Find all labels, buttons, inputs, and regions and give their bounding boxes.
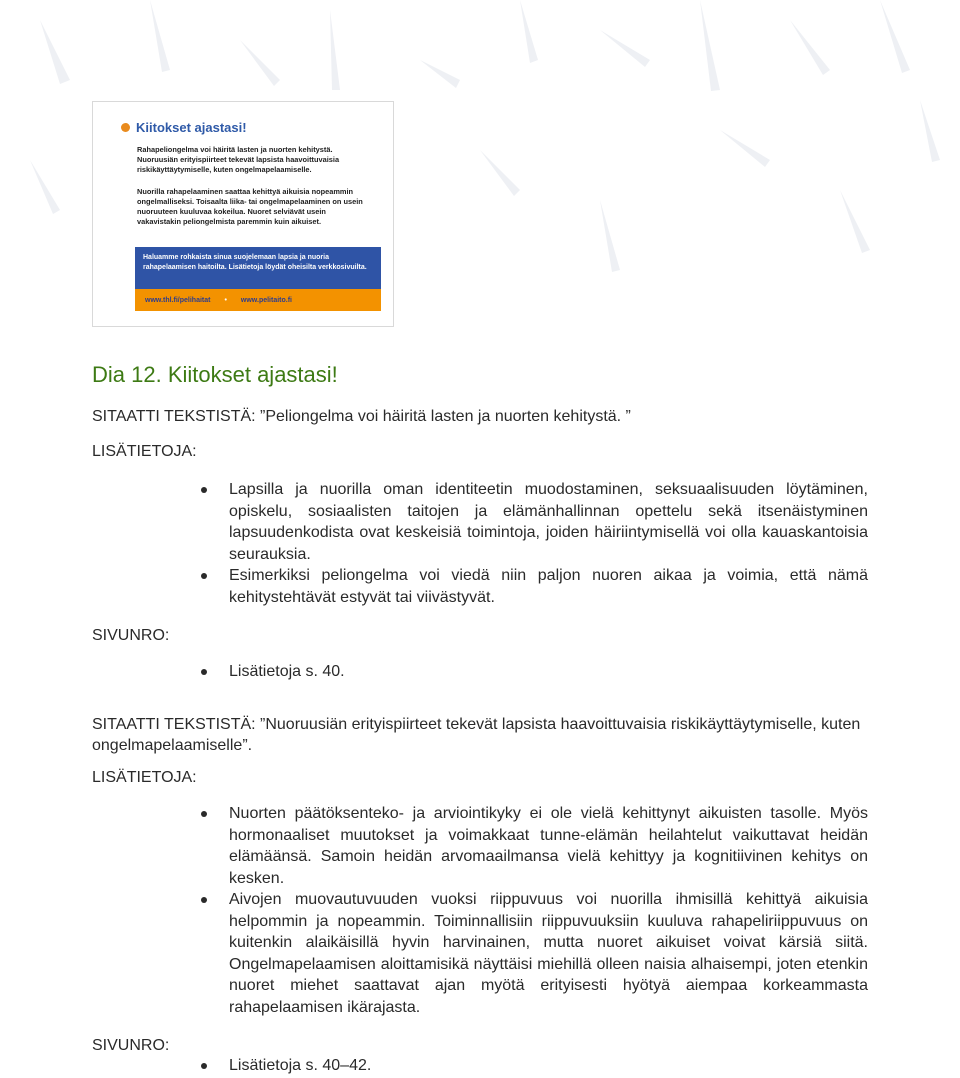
lisatietoja-label-2: LISÄTIETOJA: — [92, 769, 197, 786]
slide-paragraph-1: Rahapeliongelma voi häiritä lasten ja nuorten kehitystä. Nuoruusiän erityispiirteet tekevät lapsista haavoittuvaisia riskikäyttäytymiselle, kuten ongelmapelaamiselle. — [137, 145, 340, 174]
orange-bullet-icon — [121, 123, 130, 132]
slide-title-row — [121, 120, 371, 135]
slide-blue-box: Haluamme rohkaista sinua suojelemaan lapsia ja nuoria rahapelaamisen haitoilta. Lisätietoja löydät oheisilta verkkosivuilta. — [135, 247, 381, 289]
sivunro-label-1: SIVUNRO: — [92, 627, 170, 644]
lisatietoja-label-1: LISÄTIETOJA: — [92, 443, 197, 460]
slide-thumbnail — [92, 101, 394, 327]
list-item: Lapsilla ja nuorilla oman identiteetin muodostaminen, seksuaalisuuden löytäminen, opiskelu, sosiaalisten taitojen ja elämänhallinnan opettelu sekä itsenäistyminen lapsuudenkodista ovat keskeisiä toimintoja, joiden häiriintymisellä voi olla kauaskantoisia seurauksia. — [200, 479, 868, 565]
list-item: Lisätietoja s. 40–42. — [200, 1055, 868, 1077]
info-list-2 — [200, 803, 868, 1018]
info-list-1 — [200, 479, 868, 608]
quote-1: SITAATTI TEKSTISTÄ: ”Peliongelma voi häiritä lasten ja nuorten kehitystä. ” — [92, 408, 631, 425]
list-item: Esimerkiksi peliongelma voi viedä niin paljon nuoren aikaa ja voimia, että nämä kehitystehtävät estyvät tai viivästyvät. — [200, 565, 868, 608]
quote-2: SITAATTI TEKSTISTÄ: ”Nuoruusiän erityispiirteet tekevät lapsista haavoittuvaisia riskikäyttäytymiselle, kuten ongelmapelaamiselle”. — [92, 716, 861, 754]
page-ref-list-1 — [200, 661, 868, 683]
list-item: Lisätietoja s. 40. — [200, 661, 868, 683]
slide-link-thl: www.thl.fi/pelihaitat — [145, 296, 211, 304]
slide-title: Kiitokset ajastasi! — [136, 120, 247, 135]
slide-paragraph-2: Nuorilla rahapelaaminen saattaa kehittyä aikuisia nopeammin ongelmalliseksi. Toisaalta liika- tai ongelmapelaaminen on usein nuoruuteen kuuluvaa kokeilua. Nuoret selviävät usein vakavistakin peliongelmista paremmin kuin aikuiset. — [137, 187, 363, 226]
slide-link-bar — [135, 289, 381, 311]
sivunro-label-2: SIVUNRO: — [92, 1037, 170, 1054]
page-ref-list-2 — [200, 1055, 868, 1077]
list-item: Aivojen muovautuvuuden vuoksi riippuvuus voi nuorilla ihmisillä kehittyä aikuisia helpommin ja nopeammin. Toiminnallisiin riippuvuuksiin kuuluva rahapeliriippuvuus on kuitenkin alaikäisillä hyvin harvinainen, mutta nuoret aikuiset voivat kärsiä siitä. Ongelmapelaamisen aloittamisikä näyttäisi miehillä olleen naisia alhaisempi, joten etenkin nuoret miehet saattavat ajan myötä erityisesti hyötyä aiempaa korkeammasta rahapelaamisen ikärajasta. — [200, 889, 868, 1018]
list-item: Nuorten päätöksenteko- ja arviointikyky ei ole vielä kehittynyt aikuisten tasolle. Myös hormonaaliset muutokset ja voimakkaat tunne-elämän heilahtelut vaikuttavat heidän elämäänsä. Samoin heidän arvomaailmansa vielä kehittyy ja kognitiivinen kehitys on kesken. — [200, 803, 868, 889]
page-heading: Dia 12. Kiitokset ajastasi! — [92, 362, 338, 387]
bullet-icon: • — [224, 296, 227, 304]
slide-link-pelitaito: www.pelitaito.fi — [240, 296, 292, 304]
